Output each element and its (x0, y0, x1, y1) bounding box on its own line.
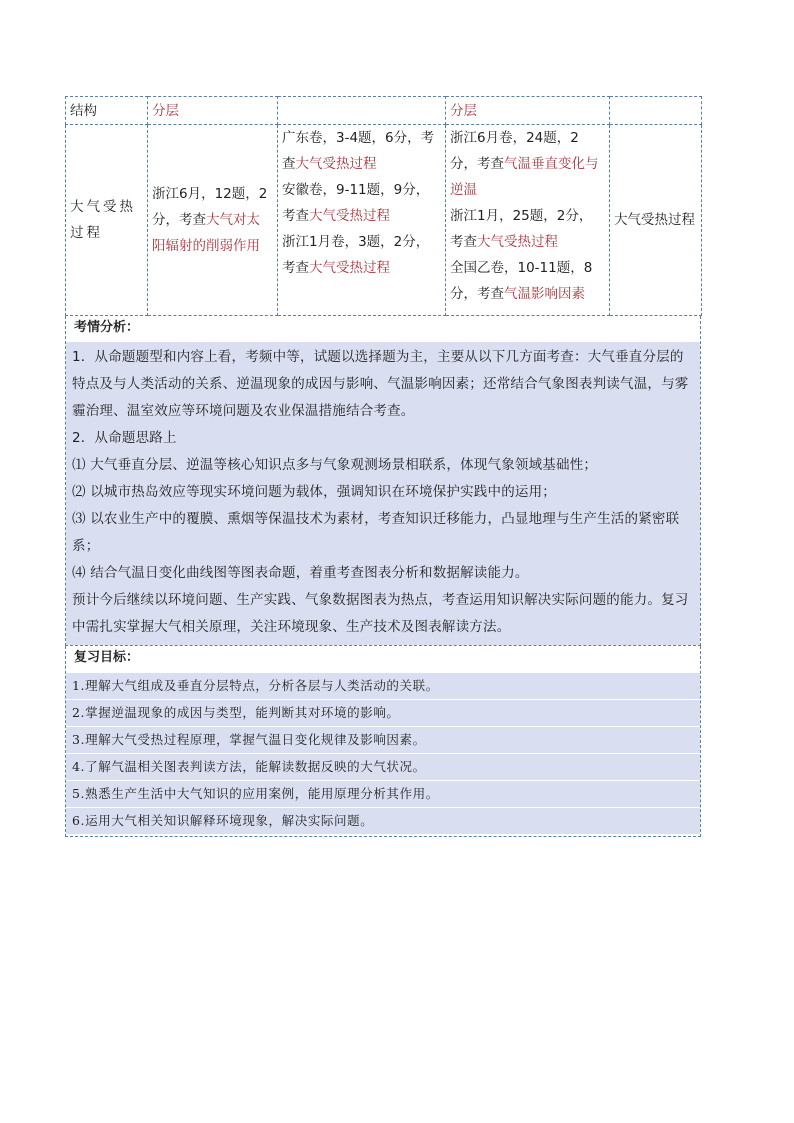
goal-item: 3.理解大气受热过程原理，掌握气温日变化规律及影响因素。 (66, 726, 700, 753)
section-title: 考情分析： (66, 316, 700, 342)
header-cell (610, 97, 702, 125)
highlight-text: 大气受热过程 (309, 208, 390, 224)
analysis-paragraph: ⑴ 大气垂直分层、逆温等核心知识点多与气象观测场景相联系，体现气象领域基础性； (72, 457, 598, 473)
exam-table (65, 96, 702, 316)
analysis-section (65, 316, 701, 646)
goal-item: 6.运用大气相关知识解释环境现象，解决实际问题。 (66, 807, 700, 834)
table-header-row (66, 97, 702, 125)
goal-item: 5.熟悉生产生活中大气知识的应用案例，能用原理分析其作用。 (66, 780, 700, 807)
analysis-body (66, 342, 700, 645)
analysis-paragraph: 2．从命题思路上 (72, 430, 177, 446)
exam-cell (148, 125, 278, 316)
cell-text: 全国乙卷，10-11题，8分，考查 (450, 260, 593, 302)
table-row (66, 125, 702, 316)
highlight-text: 大气对太阳辐射的削弱作用 (152, 212, 260, 254)
goals-section (65, 646, 701, 837)
document-page (65, 96, 701, 837)
exam-cell (278, 125, 446, 316)
header-cell: 分层 (446, 97, 610, 125)
header-cell: 结构 (66, 97, 148, 125)
highlight-text: 大气受热过程 (309, 260, 390, 276)
topic-cell: 大气受热过程 (66, 125, 148, 316)
section-title: 复习目标： (66, 646, 700, 672)
goal-item: 4.了解气温相关图表判读方法，能解读数据反映的大气状况。 (66, 753, 700, 780)
cell-text: 安徽卷，9-11题，9分，考查 (282, 182, 430, 224)
goal-item: 2.掌握逆温现象的成因与类型，能判断其对环境的影响。 (66, 699, 700, 726)
topic-cell: 大气受热过程 (610, 125, 702, 316)
analysis-paragraph: 预计今后继续以环境问题、生产实践、气象数据图表为热点，考查运用知识解决实际问题的能力。复习中需扎实掌握大气相关原理，关注环境现象、生产技术及图表解读方法。 (72, 592, 689, 635)
cell-text: 广东卷，3-4题，6分，考查 (282, 130, 435, 172)
cell-text: 浙江1月卷，3题，2分，考查 (282, 234, 430, 276)
highlight-text: 气温影响因素 (504, 286, 585, 302)
highlight-text: 大气受热过程 (295, 156, 377, 172)
header-cell: 分层 (148, 97, 278, 125)
header-cell (278, 97, 446, 125)
exam-cell (446, 125, 610, 316)
highlight-text: 大气受热过程 (477, 234, 558, 250)
highlight-text: 气温垂直变化与逆温 (450, 156, 599, 198)
goal-item: 1.理解大气组成及垂直分层特点，分析各层与人类活动的关联。 (66, 672, 700, 699)
cell-text: 浙江6月，12题，2分，考查 (152, 186, 268, 228)
analysis-paragraph: ⑷ 结合气温日变化曲线图等图表命题，着重考查图表分析和数据解读能力。 (72, 565, 529, 581)
cell-text: 浙江1月，25题，2分，考查 (450, 208, 593, 250)
cell-text: 浙江6月卷，24题，2分，考查 (450, 130, 579, 172)
analysis-paragraph: ⑶ 以农业生产中的覆膜、熏烟等保温技术为素材，考查知识迁移能力，凸显地理与生产生活的紧密联系； (72, 511, 680, 554)
analysis-paragraph: 1．从命题题型和内容上看，考频中等，试题以选择题为主，主要从以下几方面考查：大气垂直分层的特点及与人类活动的关系、逆温现象的成因与影响、气温影响因素；还常结合气象图表判读气温，与雾霾治理、温室效应等环境问题及农业保温措施结合考查。 (72, 349, 689, 419)
analysis-paragraph: ⑵ 以城市热岛效应等现实环境问题为载体，强调知识在环境保护实践中的运用； (72, 484, 556, 500)
